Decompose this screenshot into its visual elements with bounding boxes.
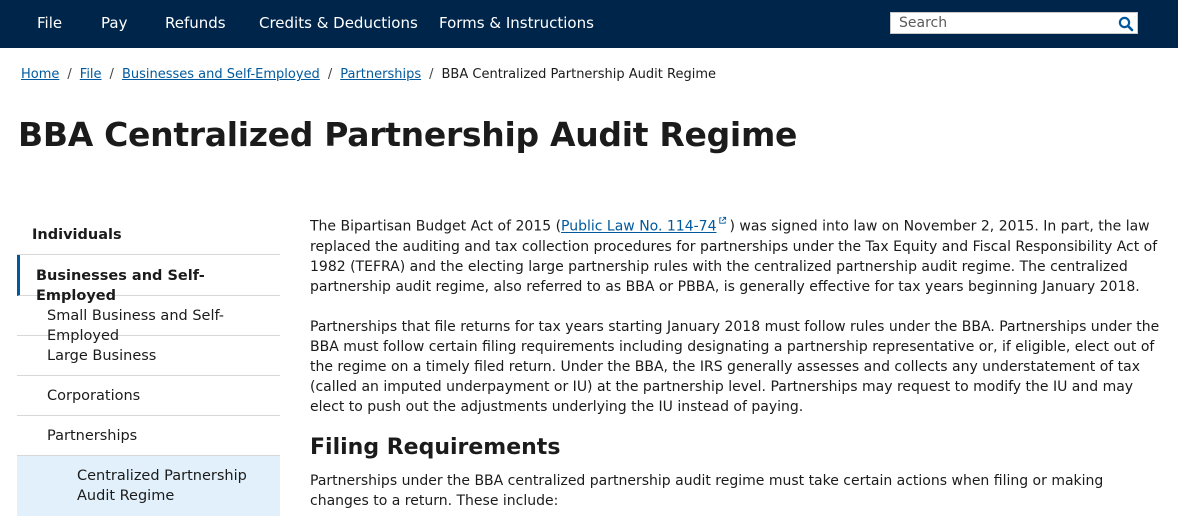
- sidenav-item-corporations[interactable]: Corporations: [17, 376, 280, 416]
- intro-paragraph: The Bipartisan Budget Act of 2015 (Public Law No. 114-74 ) was signed into law on November 2, 2015. In part, the law replaced the auditing and tax collection procedures for partnerships under the Tax Equity and Fiscal Responsibility Act of 1982 (TEFRA) and the electing large partnership rules with the centralized partnership audit regime. The centralized partnership audit regime, also referred to as BBA or PBBA, is generally effective for tax years beginning January 2018.: [310, 216, 1160, 297]
- nav-refunds[interactable]: Refunds: [165, 14, 226, 32]
- breadcrumb-file[interactable]: File: [79, 67, 102, 82]
- nav-credits-deductions[interactable]: Credits & Deductions: [259, 14, 418, 32]
- top-navigation: [0, 0, 1178, 48]
- breadcrumb-separator: /: [109, 67, 114, 82]
- filing-requirements-heading: Filing Requirements: [310, 434, 561, 460]
- sidenav-item-centralized-audit[interactable]: Centralized Partnership Audit Regime: [17, 456, 280, 516]
- external-link-icon: [718, 216, 727, 225]
- search-icon[interactable]: [1117, 15, 1135, 33]
- breadcrumb-businesses[interactable]: Businesses and Self-Employed: [121, 67, 320, 82]
- search-box: [890, 12, 1138, 34]
- public-law-link[interactable]: Public Law No. 114-74: [561, 218, 717, 235]
- sidenav-item-individuals[interactable]: Individuals: [17, 215, 280, 255]
- breadcrumb-home[interactable]: Home: [21, 67, 60, 82]
- main-content: [310, 216, 1160, 531]
- breadcrumb-partnerships[interactable]: Partnerships: [340, 67, 422, 82]
- search-input[interactable]: [891, 13, 1115, 33]
- nav-file[interactable]: File: [37, 14, 63, 32]
- sidenav-item-businesses[interactable]: Businesses and Self-Employed: [17, 255, 280, 296]
- sidenav-item-small-business[interactable]: Small Business and Self-Employed: [17, 296, 280, 336]
- breadcrumb-separator: /: [327, 67, 333, 82]
- page-title: BBA Centralized Partnership Audit Regime: [18, 115, 798, 154]
- nav-forms-instructions[interactable]: Forms & Instructions: [439, 14, 594, 32]
- breadcrumb-current: BBA Centralized Partnership Audit Regime: [441, 67, 716, 82]
- filing-requirements-paragraph: Partnerships under the BBA centralized partnership audit regime must take certain actions when filing or making changes to a return. These include:: [310, 472, 1104, 509]
- breadcrumb: [21, 66, 716, 84]
- nav-pay[interactable]: Pay: [101, 14, 128, 32]
- bba-rules-paragraph: Partnerships that file returns for tax years starting January 2018 must follow rules under the BBA. Partnerships under the BBA must follow certain filing requirements including designating a partnership representative or, if eligible, elect out of the regime on a timely filed return. Under the BBA, the IRS generally assesses and collects any understatement of tax (called an imputed underpayment or IU) at the partnership level. Partnerships may request to modify the IU and may elect to push out the adjustments underlying the IU instead of paying.: [310, 318, 1160, 415]
- breadcrumb-separator: /: [67, 67, 72, 82]
- side-navigation: [17, 215, 280, 516]
- sidenav-item-large-business[interactable]: Large Business: [17, 336, 280, 376]
- sidenav-item-partnerships[interactable]: Partnerships: [17, 416, 280, 456]
- breadcrumb-separator: /: [429, 67, 434, 82]
